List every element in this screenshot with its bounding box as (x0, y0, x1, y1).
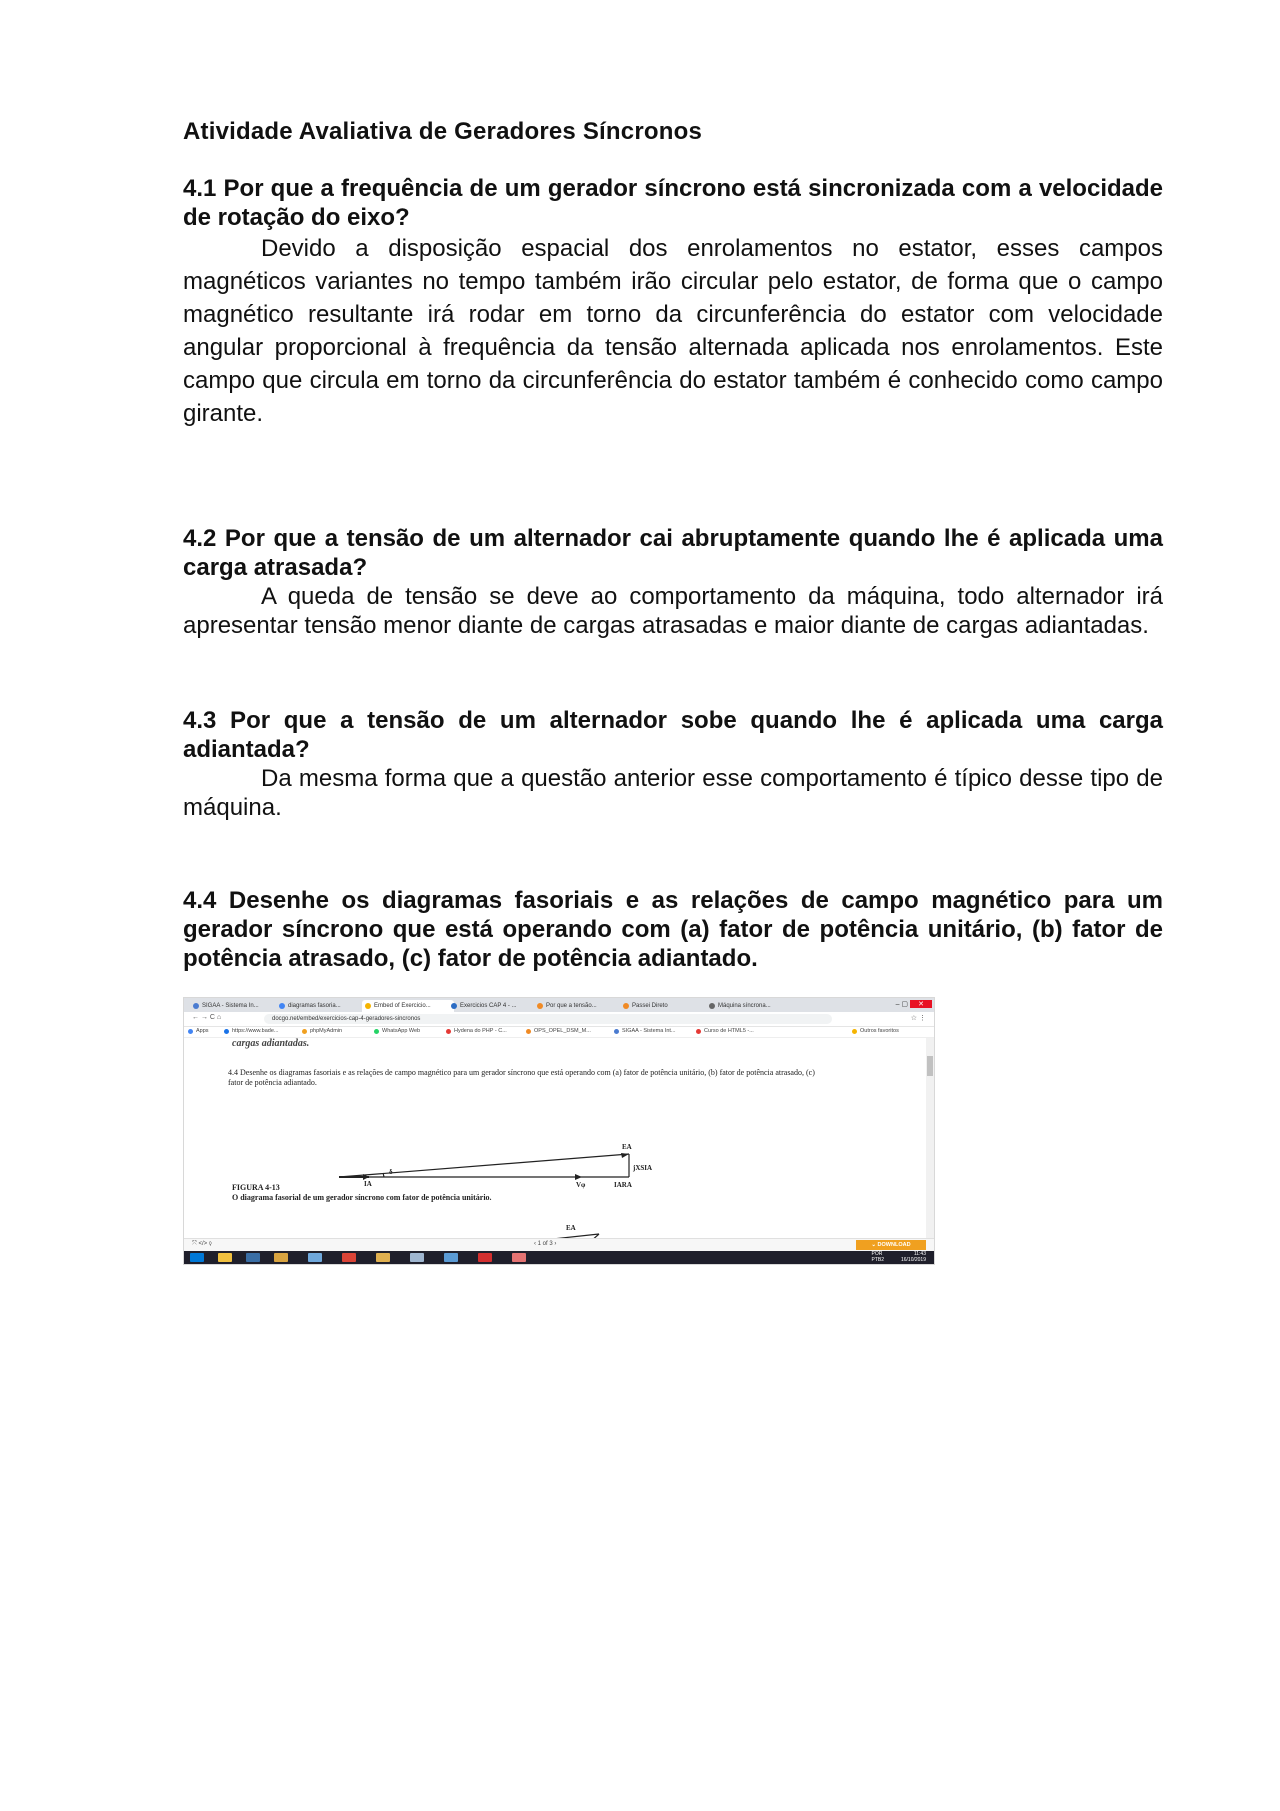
taskbar-app-icon (478, 1253, 492, 1262)
tab-label: Por que a tensão... (546, 1003, 597, 1009)
tab-favicon (537, 1003, 543, 1009)
tab-label: Máquina síncrona... (718, 1003, 771, 1009)
taskbar-app-icon (274, 1253, 288, 1262)
tab-favicon (451, 1003, 457, 1009)
scrollbar-thumb (927, 1056, 933, 1076)
bookmark-favicon (852, 1029, 857, 1034)
taskbar-clock: 11:43 16/10/2019 (900, 1251, 926, 1263)
taskbar-app-icon (218, 1253, 232, 1262)
taskbar-app-icon (246, 1253, 260, 1262)
tab-favicon (623, 1003, 629, 1009)
bookmark-item (614, 1028, 676, 1034)
spacer (183, 430, 1163, 524)
jxs-label: jXSIA (633, 1164, 653, 1172)
bookmark-label: Outros favoritos (860, 1028, 899, 1034)
bookmark-label: https://www.bade... (232, 1028, 279, 1034)
taskbar-app-icon (512, 1253, 526, 1262)
bookmark-favicon (614, 1029, 619, 1034)
answer-4-1: Devido a disposição espacial dos enrolamentos no estator, esses campos magnéticos variantes no tempo também irão circular pelo estator, de forma que o campo magnético resultante irá rodar em torno da circunferência do estator com velocidade angular proporcional à frequência da tensão alternada aplicada nos enrolamentos. Este campo que circula em torno da circunferência do estator também é conhecido como campo girante. (183, 235, 1163, 427)
browser-tab (276, 1000, 368, 1012)
bookmark-item (374, 1028, 420, 1034)
taskbar-app-icon (444, 1253, 458, 1262)
download-button: ⌄ DOWNLOAD (856, 1240, 926, 1250)
bookmark-favicon (302, 1029, 307, 1034)
figure-caption: O diagrama fasorial de um gerador síncrono com fator de potência unitário. (232, 1193, 492, 1202)
browser-tab-bar (184, 998, 934, 1012)
nav-icons: ← → C ⌂ (192, 1014, 222, 1021)
document-title: Atividade Avaliativa de Geradores Síncronos (183, 118, 702, 145)
address-bar (184, 1012, 934, 1027)
question-4-2: 4.2 Por que a tensão de um alternador cai abruptamente quando lhe é aplicada uma carga atrasada? (183, 525, 1163, 581)
tab-label: Passei Direto (632, 1003, 668, 1009)
tab-favicon (279, 1003, 285, 1009)
v-arrowhead (575, 1174, 582, 1180)
bookmark-item (224, 1028, 278, 1034)
taskbar-app-icon (308, 1253, 322, 1262)
bookmark-item (696, 1028, 754, 1034)
bookmark-label: Curso de HTML5 -... (704, 1028, 754, 1034)
question-4-3: 4.3 Por que a tensão de um alternador sobe quando lhe é aplicada uma carga adiantada? (183, 707, 1163, 763)
scrollbar (926, 1038, 934, 1238)
browser-tab (534, 1000, 626, 1012)
answer-4-2: A queda de tensão se deve ao comportamento da máquina, todo alternador irá apresentar tensão menor diante de cargas atrasadas e maior diante de cargas adiantadas. (183, 583, 1163, 639)
bookmark-label: Apps (196, 1028, 209, 1034)
taskbar-app-icon (342, 1253, 356, 1262)
spacer (183, 640, 1163, 706)
bookmark-label: OPS_OPEL_DSM_M... (534, 1028, 591, 1034)
delta-label: δ (389, 1168, 393, 1176)
tab-label: Embed of Exercicio... (374, 1003, 431, 1009)
tab-label: diagramas fasoria... (288, 1003, 341, 1009)
bookmark-favicon (696, 1029, 701, 1034)
url-field: docgo.net/embed/exercicios-cap-4-geradores-sincronos (264, 1014, 832, 1024)
bookmark-favicon (446, 1029, 451, 1034)
window-controls (896, 1000, 932, 1008)
start-icon (190, 1253, 204, 1262)
bookmark-item (446, 1028, 507, 1034)
star-menu-icon: ☆ ⋮ (910, 1015, 926, 1022)
viewer-tools-icons: ⤧ </> ⚲ (192, 1241, 212, 1247)
bookmark-favicon (188, 1029, 193, 1034)
ea2-label: EA (566, 1224, 576, 1232)
spacer (183, 822, 1163, 886)
bookmark-favicon (374, 1029, 379, 1034)
bookmark-item (852, 1028, 899, 1034)
bookmark-item (302, 1028, 342, 1034)
tab-label: SIGAA - Sistema In... (202, 1003, 259, 1009)
tab-favicon (193, 1003, 199, 1009)
embedded-question: 4.4 Desenhe os diagramas fasoriais e as relações de campo magnético para um gerador síncrono que está operando com (a) fator de potência unitário, (b) fator de potência atrasado, (c) fator de potência adiantado. (228, 1068, 815, 1087)
taskbar-app-icon (410, 1253, 424, 1262)
page-indicator: ‹ 1 of 3 › (534, 1241, 557, 1247)
phasor-diagram (184, 1038, 924, 1238)
browser-tab (620, 1000, 712, 1012)
tab-favicon (709, 1003, 715, 1009)
bookmark-item (188, 1028, 209, 1034)
embedded-heading: cargas adiantadas. (232, 1038, 310, 1049)
ia-label: IA (364, 1180, 372, 1188)
bookmark-favicon (526, 1029, 531, 1034)
bookmark-label: phpMyAdmin (310, 1028, 343, 1034)
browser-tab (190, 1000, 282, 1012)
vphi-label: Vφ (576, 1181, 586, 1189)
minimize-maximize-icon: – ▢ (895, 1001, 909, 1008)
browser-tab (448, 1000, 540, 1012)
ea-label: EA (622, 1143, 632, 1151)
language-indicator: POR PTB2 (871, 1251, 884, 1263)
viewer-toolbar (184, 1238, 934, 1251)
answer-4-3: Da mesma forma que a questão anterior esse comportamento é típico desse tipo de máquina. (183, 765, 1163, 821)
windows-taskbar (184, 1251, 934, 1264)
taskbar-app-icon (376, 1253, 390, 1262)
figure-label: FIGURA 4-13 (232, 1183, 280, 1192)
bookmark-favicon (224, 1029, 229, 1034)
close-icon: ✕ (910, 1000, 932, 1008)
spacer (183, 973, 1163, 997)
embedded-screenshot (183, 997, 935, 1265)
question-4-1: 4.1 Por que a frequência de um gerador síncrono está sincronizada com a velocidade de rotação do eixo? (183, 175, 1163, 231)
bookmarks-bar (184, 1027, 934, 1038)
bookmark-label: Hydena do PHP - C... (454, 1028, 507, 1034)
document-page (183, 118, 1163, 1265)
bookmark-label: WhatsApp Web (382, 1028, 421, 1034)
ra-label: IARA (614, 1181, 632, 1189)
browser-tab (706, 1000, 798, 1012)
question-4-4: 4.4 Desenhe os diagramas fasoriais e as relações de campo magnético para um gerador síncrono que está operando com (a) fator de potência unitário, (b) fator de potência atrasado, (c) fator de potência adiantado. (183, 887, 1163, 972)
bookmark-item (526, 1028, 591, 1034)
tab-favicon (365, 1003, 371, 1009)
bookmark-label: SIGAA - Sistema Int... (622, 1028, 676, 1034)
tab-label: Exercicios CAP 4 - ... (460, 1003, 517, 1009)
ea-phasor (339, 1154, 629, 1177)
browser-tab-active (362, 1000, 454, 1012)
